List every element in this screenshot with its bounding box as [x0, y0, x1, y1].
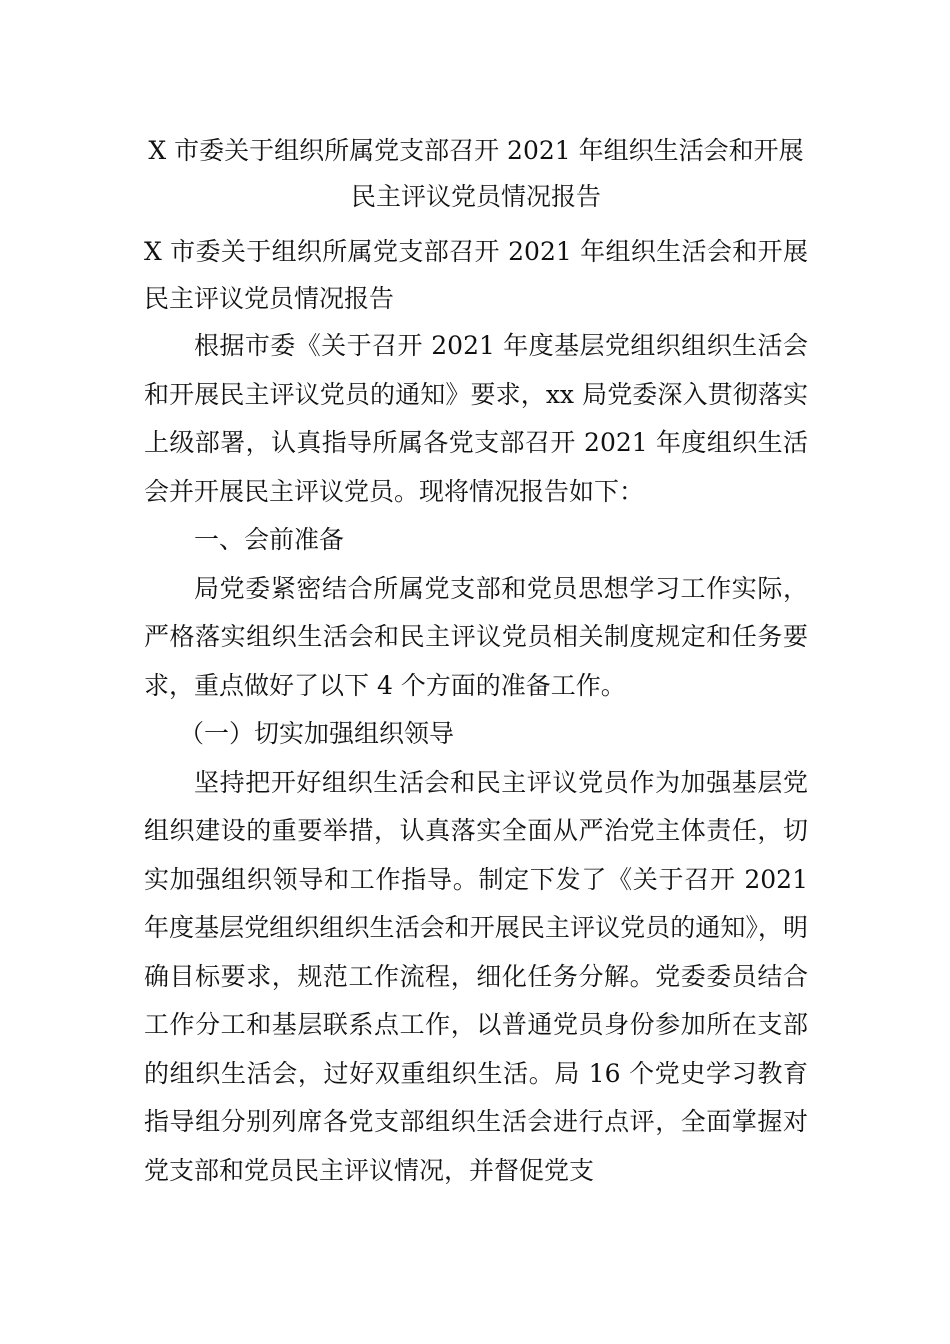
section-heading-preparation: 一、会前准备: [194, 525, 345, 554]
intro-paragraph: 根据市委《关于召开 2021 年度基层党组织组织生活会和开展民主评议党员的通知》要求，xx 局党委深入贯彻落实上级部署，认真指导所属各党支部召开 2021 年度组织生活会并开展民主评议党员。现将情况报告如下：: [144, 331, 808, 506]
subsection-paragraph-leadership: 坚持把开好组织生活会和民主评议党员作为加强基层党组织建设的重要举措，认真落实全面从严治党主体责任，切实加强组织领导和工作指导。制定下发了《关于召开 2021 年度基层党组织组织生活会和开展民主评议党员的通知》，明确目标要求，规范工作流程，细化任务分解。党委委员结合工作分工和基层联系点工作，以普通党员身份参加所在支部的组织生活会，过好双重组织生活。局 16 个党史学习教育指导组分别列席各党支部组织生活会进行点评，全面掌握对党支部和党员民主评议情况，并督促党支: [144, 767, 808, 1185]
title-line-2: 民主评议党员情况报告: [350, 182, 601, 211]
title-line-1: X 市委关于组织所属党支部召开 2021 年组织生活会和开展: [148, 136, 804, 165]
document-title: [144, 128, 808, 220]
document-body: [144, 128, 808, 1195]
section-paragraph-preparation: 局党委紧密结合所属党支部和党员思想学习工作实际，严格落实组织生活会和民主评议党员相关制度规定和任务要求，重点做好了以下 4 个方面的准备工作。: [144, 573, 808, 700]
subsection-heading-leadership: （一）切实加强组织领导: [179, 719, 455, 748]
repeated-title: X 市委关于组织所属党支部召开 2021 年组织生活会和开展民主评议党员情况报告: [144, 237, 808, 313]
